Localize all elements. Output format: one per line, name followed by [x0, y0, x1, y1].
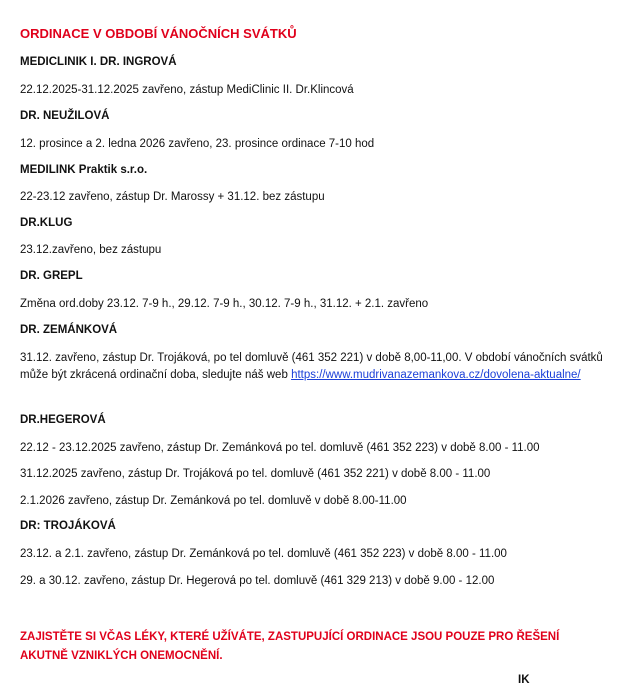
clinic-name-hegerova: DR.HEGEROVÁ [20, 414, 106, 426]
website-link[interactable]: https://www.mudrivanazemankova.cz/dovolena-aktualne/ [291, 369, 581, 381]
clinic-name-trojakova: DR: TROJÁKOVÁ [20, 520, 116, 532]
important-notice: ZAJISTĚTE SI VČAS LÉKY, KTERÉ UŽÍVÁTE, ZASTUPUJÍCÍ ORDINACE JSOU POUZE PRO ŘEŠENÍ AKUTNĚ VZNIKLÝCH ONEMOCNĚNÍ. [20, 631, 560, 662]
page-title: ORDINACE V OBDOBÍ VÁNOČNÍCH SVÁTKŮ [20, 26, 297, 41]
clinic-name-grepl: DR. GREPL [20, 270, 83, 282]
zemankova-text: 31.12. zavřeno, zástup Dr. Trojáková, po tel domluvě (461 352 221) v době 8,00-11,00. V období vánočních svátků může být zkrácená ordinační doba, sledujte náš web [20, 352, 603, 381]
clinic-name-neuzilova: DR. NEUŽILOVÁ [20, 110, 110, 122]
clinic-info-trojakova-1: 23.12. a 2.1. zavřeno, zástup Dr. Zemánková po tel. domluvě (461 352 223) v době 8.00 - 11.00 [20, 548, 507, 560]
clinic-info-hegerova-3: 2.1.2026 zavřeno, zástup Dr. Zemánková po tel. domluvě v době 8.00-11.00 [20, 495, 407, 507]
clinic-info-hegerova-1: 22.12 - 23.12.2025 zavřeno, zástup Dr. Zemánková po tel. domluvě (461 352 223) v době 8.00 - 11.00 [20, 442, 540, 454]
clinic-name-zemankova: DR. ZEMÁNKOVÁ [20, 324, 118, 336]
clinic-info-grepl: Změna ord.doby 23.12. 7-9 h., 29.12. 7-9 h., 30.12. 7-9 h., 31.12. + 2.1. zavřeno [20, 298, 429, 310]
clinic-info-zemankova [20, 350, 610, 384]
clinic-info-neuzilova: 12. prosince a 2. ledna 2026 zavřeno, 23. prosince ordinace 7-10 hod [20, 138, 375, 150]
clinic-name-klug: DR.KLUG [20, 217, 73, 229]
clinic-info-klug: 23.12.zavřeno, bez zástupu [20, 244, 162, 256]
author-initials: IK [518, 674, 530, 686]
clinic-info-medilink: 22-23.12 zavřeno, zástup Dr. Marossy + 31.12. bez zástupu [20, 191, 325, 203]
clinic-info-hegerova-2: 31.12.2025 zavřeno, zástup Dr. Trojáková po tel. domluvě (461 352 221) v době 8.00 - 11.00 [20, 468, 491, 480]
clinic-info-ingrova: 22.12.2025-31.12.2025 zavřeno, zástup MediClinic II. Dr.Klincová [20, 84, 354, 96]
clinic-name-ingrova: MEDICLINIK I. DR. INGROVÁ [20, 56, 177, 68]
clinic-info-trojakova-2: 29. a 30.12. zavřeno, zástup Dr. Hegerová po tel. domluvě (461 329 213) v době 9.00 - 12.00 [20, 575, 495, 587]
clinic-name-medilink: MEDILINK Praktik s.r.o. [20, 164, 148, 176]
